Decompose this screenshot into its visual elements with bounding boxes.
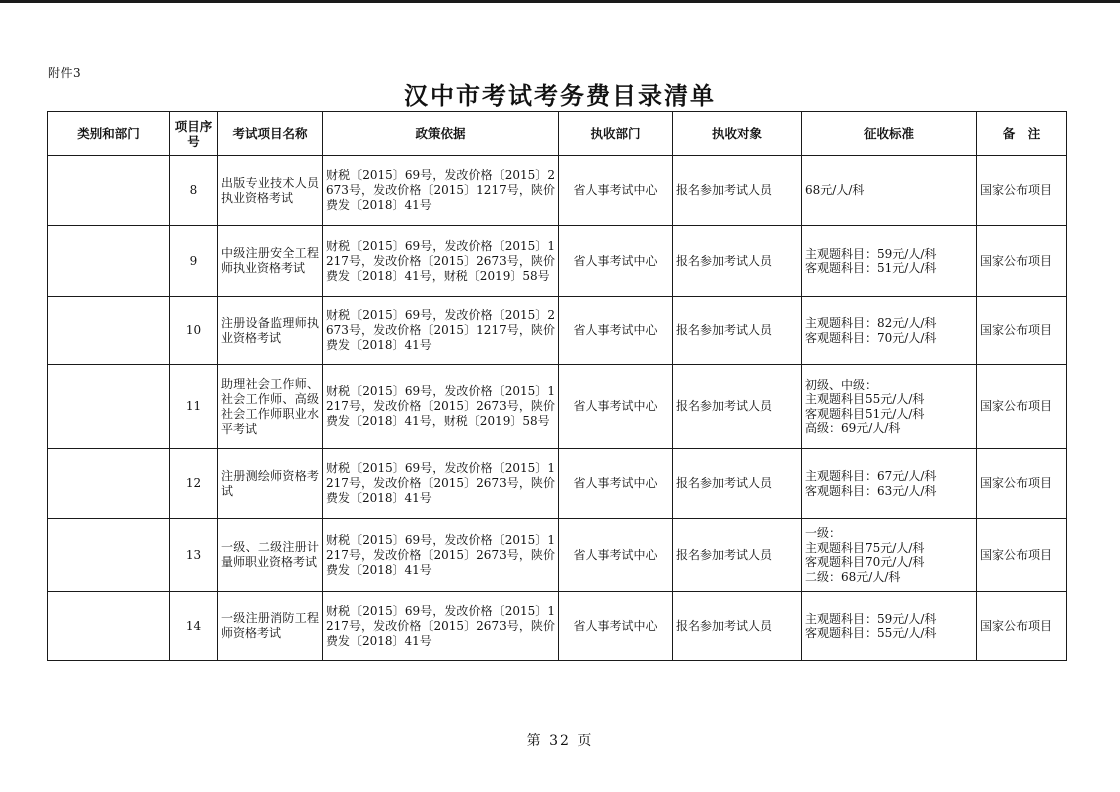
fee-standard-cell: [802, 156, 977, 226]
fee-standard-cell: [802, 297, 977, 365]
exam-name-cell: 出版专业技术人员执业资格考试: [218, 156, 323, 226]
fee-standard-line: 二级：68元/人/科: [805, 569, 901, 584]
fee-standard-line: 主观题科目：67元/人/科: [805, 469, 937, 483]
remark-cell: 国家公布项目: [977, 226, 1067, 297]
collecting-dept-cell: 省人事考试中心: [559, 226, 673, 297]
collection-target-cell: 报名参加考试人员: [673, 449, 802, 519]
header-collecting-dept: 执收部门: [559, 112, 673, 156]
collecting-dept-cell: 省人事考试中心: [559, 449, 673, 519]
category-cell: [48, 226, 170, 297]
collecting-dept-cell: 省人事考试中心: [559, 156, 673, 226]
remark-cell: 国家公布项目: [977, 519, 1067, 592]
header-item-no: 项目序号: [170, 112, 218, 156]
fee-standard-line: 客观题科目70元/人/科: [805, 555, 925, 569]
remark-cell: 国家公布项目: [977, 592, 1067, 661]
item-no-cell: 8: [170, 156, 218, 226]
item-no-cell: 14: [170, 592, 218, 661]
fee-standard-line: 一级：: [805, 526, 842, 540]
fee-standard-line: 68元/人/科: [805, 183, 865, 198]
fee-standard-cell: [802, 365, 977, 449]
category-cell: [48, 297, 170, 365]
remark-cell: 国家公布项目: [977, 365, 1067, 449]
item-no-cell: 10: [170, 297, 218, 365]
table-header-row: [48, 112, 1067, 156]
exam-name-cell: 注册测绘师资格考试: [218, 449, 323, 519]
collecting-dept-cell: 省人事考试中心: [559, 519, 673, 592]
table-row: [48, 449, 1067, 519]
fee-standard-line: 主观题科目：59元/人/科: [805, 246, 937, 261]
category-cell: [48, 592, 170, 661]
item-no-cell: 13: [170, 519, 218, 592]
fee-standard-line: 客观题科目：51元/人/科: [805, 261, 937, 275]
policy-basis-cell: 财税〔2015〕69号，发改价格〔2015〕1217号，发改价格〔2015〕2673号，陕价费发〔2018〕41号: [323, 449, 559, 519]
header-policy-basis: 政策依据: [323, 112, 559, 156]
header-fee-standard: 征收标准: [802, 112, 977, 156]
table-row: [48, 365, 1067, 449]
item-no-cell: 12: [170, 449, 218, 519]
fee-standard-cell: [802, 449, 977, 519]
collecting-dept-cell: 省人事考试中心: [559, 297, 673, 365]
remark-cell: 国家公布项目: [977, 297, 1067, 365]
collection-target-cell: 报名参加考试人员: [673, 156, 802, 226]
policy-basis-cell: 财税〔2015〕69号，发改价格〔2015〕1217号，发改价格〔2015〕2673号，陕价费发〔2018〕41号，财税〔2019〕58号: [323, 226, 559, 297]
fee-standard-cell: [802, 519, 977, 592]
header-category: 类别和部门: [48, 112, 170, 156]
fee-catalog-table: [47, 111, 1067, 661]
exam-name-cell: 注册设备监理师执业资格考试: [218, 297, 323, 365]
fee-standard-cell: [802, 226, 977, 297]
fee-standard-line: 客观题科目：55元/人/科: [805, 626, 937, 640]
table-row: [48, 226, 1067, 297]
policy-basis-cell: 财税〔2015〕69号，发改价格〔2015〕1217号，发改价格〔2015〕2673号，陕价费发〔2018〕41号，财税〔2019〕58号: [323, 365, 559, 449]
fee-standard-line: 高级：69元/人/科: [805, 421, 901, 435]
table-row: [48, 297, 1067, 365]
policy-basis-cell: 财税〔2015〕69号，发改价格〔2015〕2673号，发改价格〔2015〕1217号，陕价费发〔2018〕41号: [323, 297, 559, 365]
page-number: 第 32 页: [526, 733, 594, 749]
item-no-cell: 9: [170, 226, 218, 297]
policy-basis-cell: 财税〔2015〕69号，发改价格〔2015〕1217号，发改价格〔2015〕2673号，陕价费发〔2018〕41号: [323, 592, 559, 661]
table-row: [48, 156, 1067, 226]
table-row: [48, 592, 1067, 661]
fee-standard-line: 客观题科目51元/人/科: [805, 406, 925, 421]
collection-target-cell: 报名参加考试人员: [673, 226, 802, 297]
fee-standard-line: 主观题科目55元/人/科: [805, 392, 925, 406]
fee-standard-line: 初级、中级：: [805, 377, 878, 392]
exam-name-cell: 一级、二级注册计量师职业资格考试: [218, 519, 323, 592]
category-cell: [48, 449, 170, 519]
fee-standard-cell: [802, 592, 977, 661]
table-row: [48, 519, 1067, 592]
policy-basis-cell: 财税〔2015〕69号，发改价格〔2015〕1217号，发改价格〔2015〕2673号，陕价费发〔2018〕41号: [323, 519, 559, 592]
fee-standard-line: 客观题科目：63元/人/科: [805, 483, 937, 498]
category-cell: [48, 156, 170, 226]
header-exam-name: 考试项目名称: [218, 112, 323, 156]
item-no-cell: 11: [170, 365, 218, 449]
exam-name-cell: 中级注册安全工程师执业资格考试: [218, 226, 323, 297]
fee-standard-line: 主观题科目75元/人/科: [805, 540, 925, 555]
remark-cell: 国家公布项目: [977, 156, 1067, 226]
header-collection-target: 执收对象: [673, 112, 802, 156]
fee-standard-line: 主观题科目：59元/人/科: [805, 611, 937, 626]
collection-target-cell: 报名参加考试人员: [673, 592, 802, 661]
header-remark: 备 注: [977, 112, 1067, 156]
category-cell: [48, 519, 170, 592]
collection-target-cell: 报名参加考试人员: [673, 297, 802, 365]
attachment-label: 附件3: [48, 66, 82, 80]
fee-standard-line: 主观题科目：82元/人/科: [805, 316, 937, 330]
collection-target-cell: 报名参加考试人员: [673, 365, 802, 449]
document-title: 汉中市考试考务费目录清单: [404, 81, 716, 110]
collecting-dept-cell: 省人事考试中心: [559, 365, 673, 449]
scan-top-edge: [0, 0, 1120, 3]
policy-basis-cell: 财税〔2015〕69号，发改价格〔2015〕2673号，发改价格〔2015〕1217号，陕价费发〔2018〕41号: [323, 156, 559, 226]
remark-cell: 国家公布项目: [977, 449, 1067, 519]
fee-standard-line: 客观题科目：70元/人/科: [805, 330, 937, 345]
exam-name-cell: 助理社会工作师、社会工作师、高级社会工作师职业水平考试: [218, 365, 323, 449]
category-cell: [48, 365, 170, 449]
exam-name-cell: 一级注册消防工程师资格考试: [218, 592, 323, 661]
collection-target-cell: 报名参加考试人员: [673, 519, 802, 592]
collecting-dept-cell: 省人事考试中心: [559, 592, 673, 661]
